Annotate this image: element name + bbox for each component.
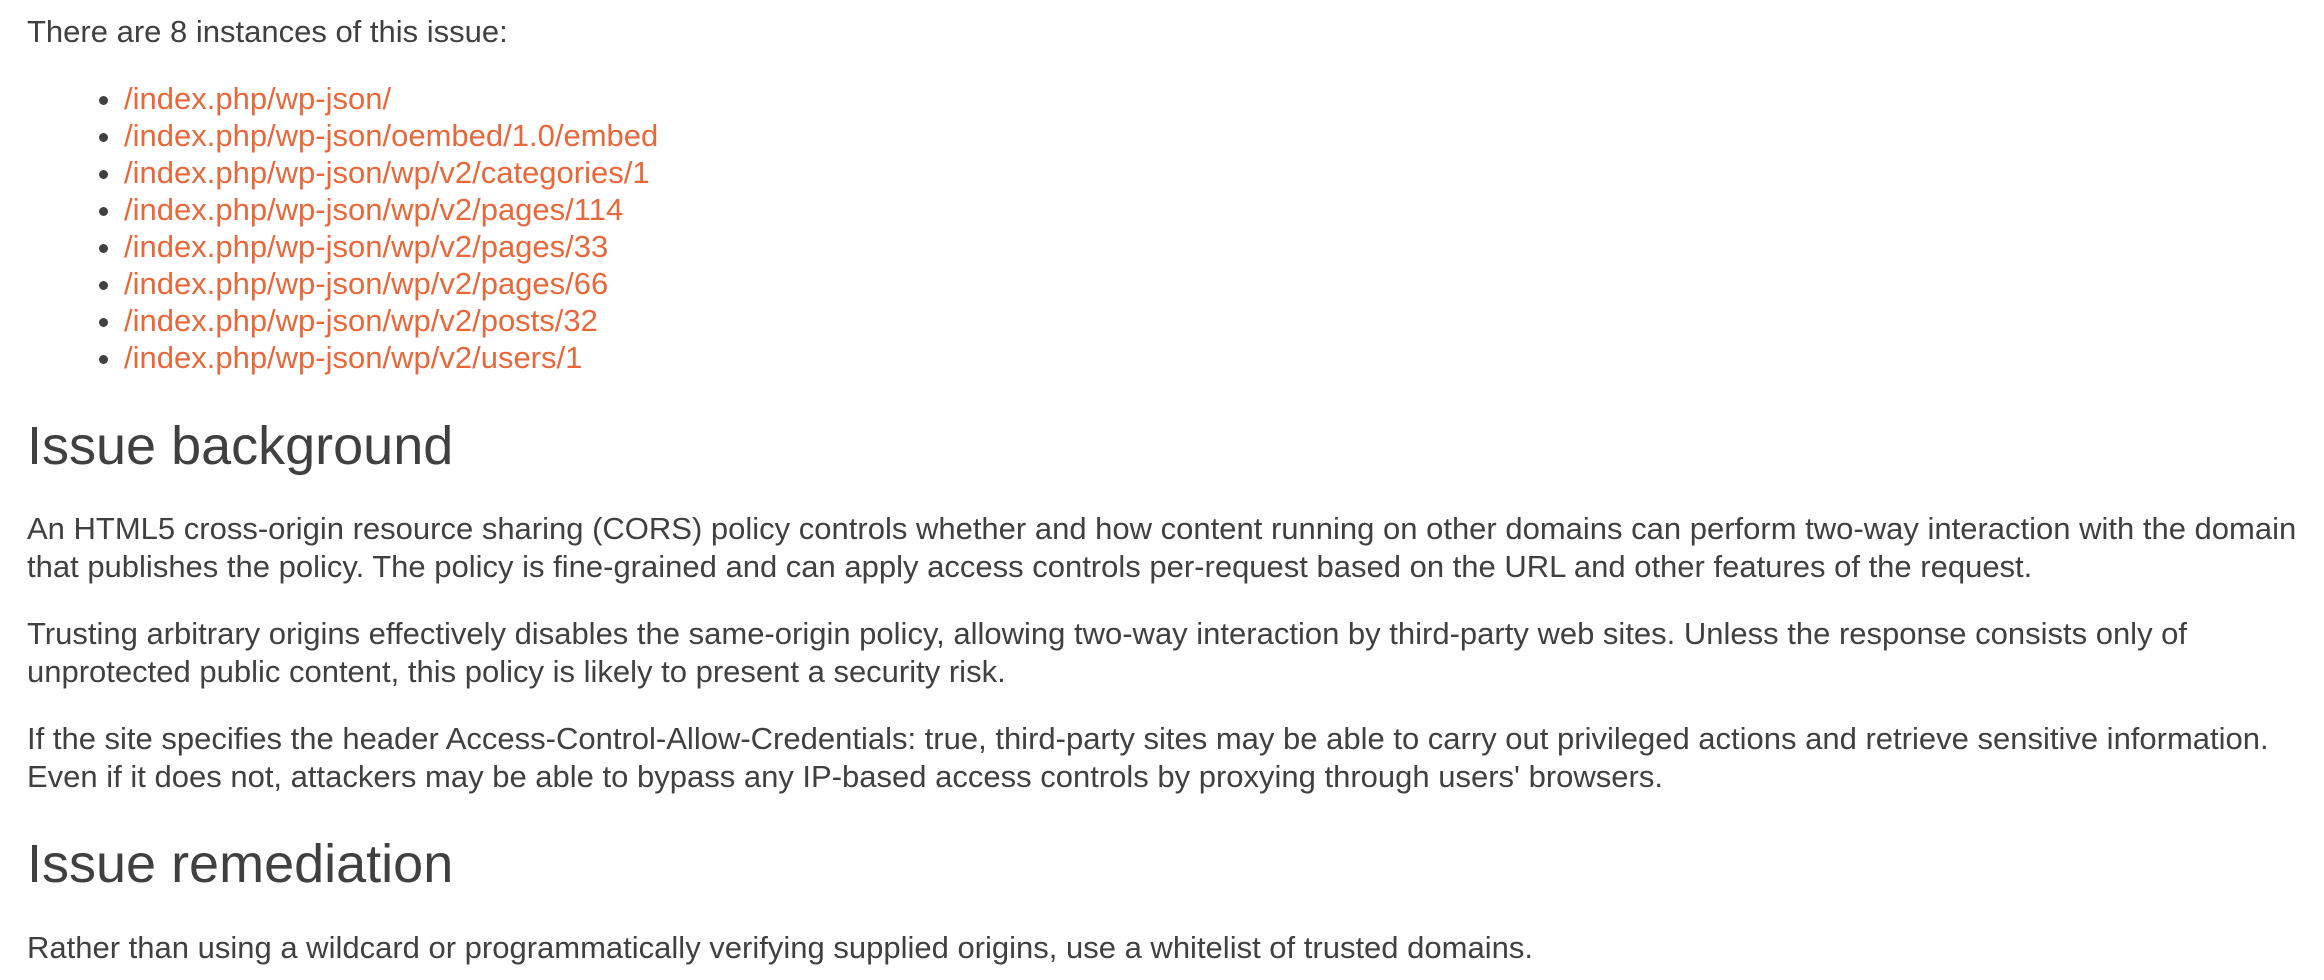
instance-link[interactable]: /index.php/wp-json/wp/v2/users/1 [124,340,583,375]
background-paragraph-1: An HTML5 cross-origin resource sharing (CORS) policy controls whether and how content running on other domains can perform two-way interaction with the domain that publishes the policy. The policy is fine-grained and can apply access controls per-request based on the URL and other features of the request. [27,511,2297,584]
instance-link[interactable]: /index.php/wp-json/wp/v2/posts/32 [124,303,598,338]
issue-background-heading: Issue background [27,416,454,476]
list-item [124,80,658,117]
instance-link[interactable]: /index.php/wp-json/ [124,81,392,116]
instances-intro: There are 8 instances of this issue: [27,14,508,49]
instance-link[interactable]: /index.php/wp-json/oembed/1.0/embed [124,118,659,153]
list-item [124,265,658,302]
instance-link[interactable]: /index.php/wp-json/wp/v2/categories/1 [124,155,650,190]
instance-link[interactable]: /index.php/wp-json/wp/v2/pages/33 [124,229,609,264]
instance-link[interactable]: /index.php/wp-json/wp/v2/pages/66 [124,266,609,301]
list-item [124,191,658,228]
background-paragraph-3: If the site specifies the header Access-Control-Allow-Credentials: true, third-party sites may be able to carry out privileged actions and retrieve sensitive information. Even if it does not, attackers may be able to bypass any IP-based access controls by proxying through users' browsers. [27,721,2269,794]
list-item [124,154,658,191]
list-item [124,339,658,376]
instance-link[interactable]: /index.php/wp-json/wp/v2/pages/114 [124,192,624,227]
instances-list [0,80,658,376]
list-item [124,117,658,154]
remediation-paragraph-1: Rather than using a wildcard or programmatically verifying supplied origins, use a whitelist of trusted domains. [27,930,1533,965]
list-item [124,228,658,265]
background-paragraph-2: Trusting arbitrary origins effectively disables the same-origin policy, allowing two-way interaction by third-party web sites. Unless the response consists only of unprotected public content, this policy is likely to present a security risk. [27,616,2188,689]
list-item [124,302,658,339]
issue-remediation-heading: Issue remediation [27,834,454,894]
